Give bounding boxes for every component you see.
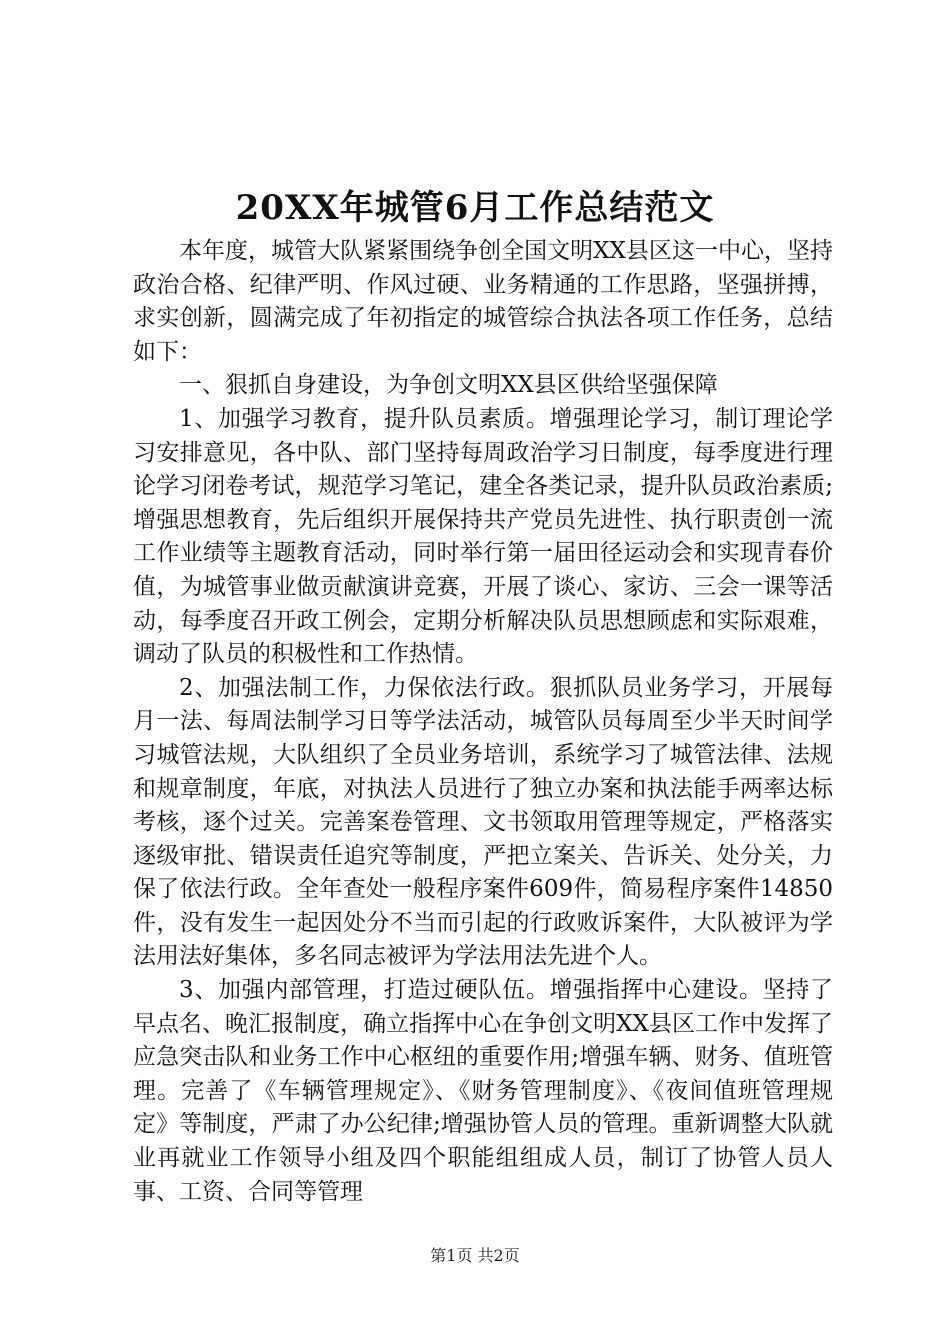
paragraph-item-1: 1、加强学习教育，提升队员素质。增强理论学习，制订理论学习安排意见，各中队、部门坚持每周政治学习日制度，每季度进行理论学习闭卷考试，规范学习笔记，建全各类记录，提升队员政治素质;增强思想教育，先后组织开展保持共产党员先进性、执行职责创一流工作业绩等主题教育活动，同时举行第一届田径运动会和实现青春价值，为城管事业做贡献演讲竞赛，开展了谈心、家访、三会一课等活动，每季度召开政工例会，定期分析解决队员思想顾虑和实际艰难，调动了队员的积极性和工作热情。	[133, 405, 833, 668]
paragraph-section-heading: 一、狠抓自身建设，为争创文明XX县区供给坚强保障	[179, 372, 718, 399]
paragraph-item-3: 3、加强内部管理，打造过硬队伍。增强指挥中心建设。坚持了早点名、晚汇报制度，确立指挥中心在争创文明XX县区工作中发挥了应急突击队和业务工作中心枢纽的重要作用;增强车辆、财务、值班管理。完善了《车辆管理规定》、《财务管理制度》、《夜间值班管理规定》等制度，严肃了办公纪律;增强协管人员的管理。重新调整大队就业再就业工作领导小组及四个职能组组成人员，制订了协管人员人事、工资、合同等管理	[133, 977, 833, 1205]
paragraph-intro: 本年度，城管大队紧紧围绕争创全国文明XX县区这一中心，坚持政治合格、纪律严明、作风过硬、业务精通的工作思路，坚强拼搏，求实创新，圆满完成了年初指定的城管综合执法各项工作任务，总结如下：	[133, 238, 833, 365]
page-footer: 第1页 共2页	[430, 1246, 520, 1265]
document-title: 20XX年城管6月工作总结范文	[235, 188, 715, 228]
paragraph-item-2: 2、加强法制工作，力保依法行政。狠抓队员业务学习，开展每月一法、每周法制学习日等学法活动，城管队员每周至少半天时间学习城管法规，大队组织了全员业务培训，系统学习了城管法律、法规和规章制度，年底，对执法人员进行了独立办案和执法能手两率达标考核，逐个过关。完善案卷管理、文书领取用管理等规定，严格落实逐级审批、错误责任追究等制度，严把立案关、告诉关、处分关，力保了依法行政。全年查处一般程序案件609件，简易程序案件14850件，没有发生一起因处分不当而引起的行政败诉案件，大队被评为学法用法好集体，多名同志被评为学法用法先进个人。	[133, 674, 833, 970]
document-body	[133, 235, 833, 1209]
